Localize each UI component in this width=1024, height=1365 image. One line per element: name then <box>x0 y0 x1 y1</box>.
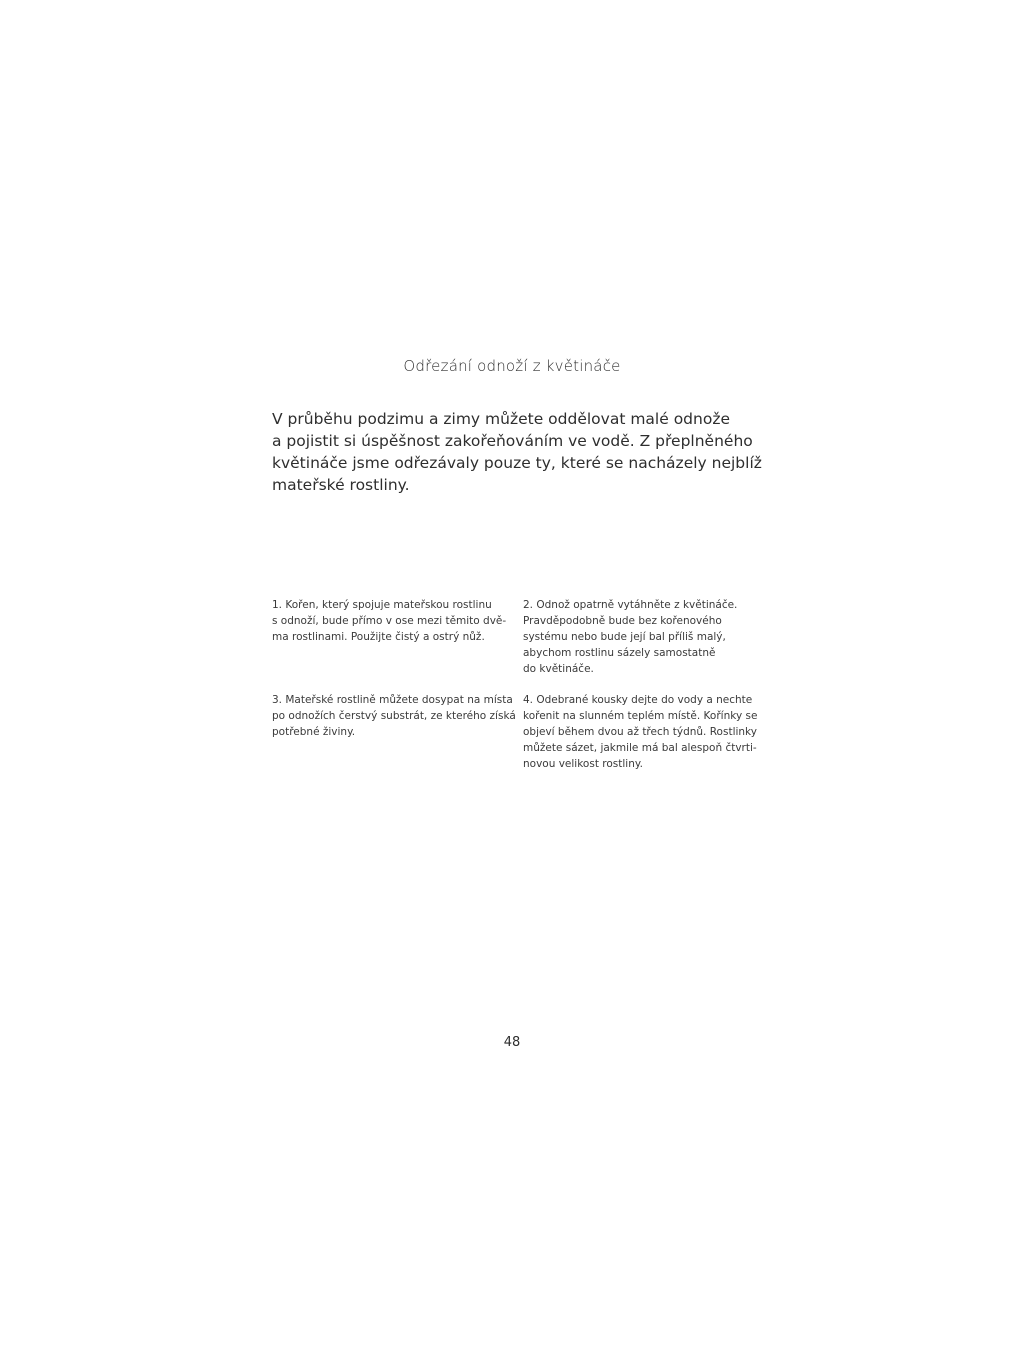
step-1 <box>272 597 507 645</box>
intro-line: a pojistit si úspěšnost zakořeňováním ve vodě. Z přeplněného <box>272 432 753 450</box>
step-4 <box>523 692 758 772</box>
step-line: potřebné živiny. <box>272 726 356 738</box>
step-3 <box>272 692 516 740</box>
page-number: 48 <box>503 1035 521 1050</box>
step-line: 3. Mateřské rostlině můžete dosypat na místa <box>272 694 513 706</box>
page-title: Odřezání odnoží z květináče <box>403 357 621 375</box>
step-line: systému nebo bude její bal příliš malý, <box>523 631 726 643</box>
step-line: můžete sázet, jakmile má bal alespoň čtvrti- <box>523 742 757 754</box>
step-line: po odnožích čerstvý substrát, ze kterého získá <box>272 710 516 722</box>
step-line: 4. Odebrané kousky dejte do vody a nechte <box>523 694 753 706</box>
step-line: do květináče. <box>523 663 594 675</box>
step-line: 2. Odnož opatrně vytáhněte z květináče. <box>523 599 738 611</box>
step-line: ma rostlinami. Použijte čistý a ostrý nůž. <box>272 631 485 643</box>
intro-line: V průběhu podzimu a zimy můžete oddělovat malé odnože <box>272 410 730 428</box>
intro-paragraph <box>272 408 762 496</box>
step-line: 1. Kořen, který spojuje mateřskou rostlinu <box>272 599 492 611</box>
intro-line: květináče jsme odřezávaly pouze ty, které se nacházely nejblíž <box>272 454 762 472</box>
step-line: novou velikost rostliny. <box>523 758 643 770</box>
step-line: abychom rostlinu sázely samostatně <box>523 647 716 659</box>
step-line: kořenit na slunném teplém místě. Kořínky se <box>523 710 758 722</box>
step-line: s odnoží, bude přímo v ose mezi těmito dvě- <box>272 615 507 627</box>
step-line: Pravděpodobně bude bez kořenového <box>523 615 722 627</box>
step-2 <box>523 597 758 677</box>
step-line: objeví během dvou až třech týdnů. Rostlinky <box>523 726 757 738</box>
intro-line: mateřské rostliny. <box>272 476 410 494</box>
